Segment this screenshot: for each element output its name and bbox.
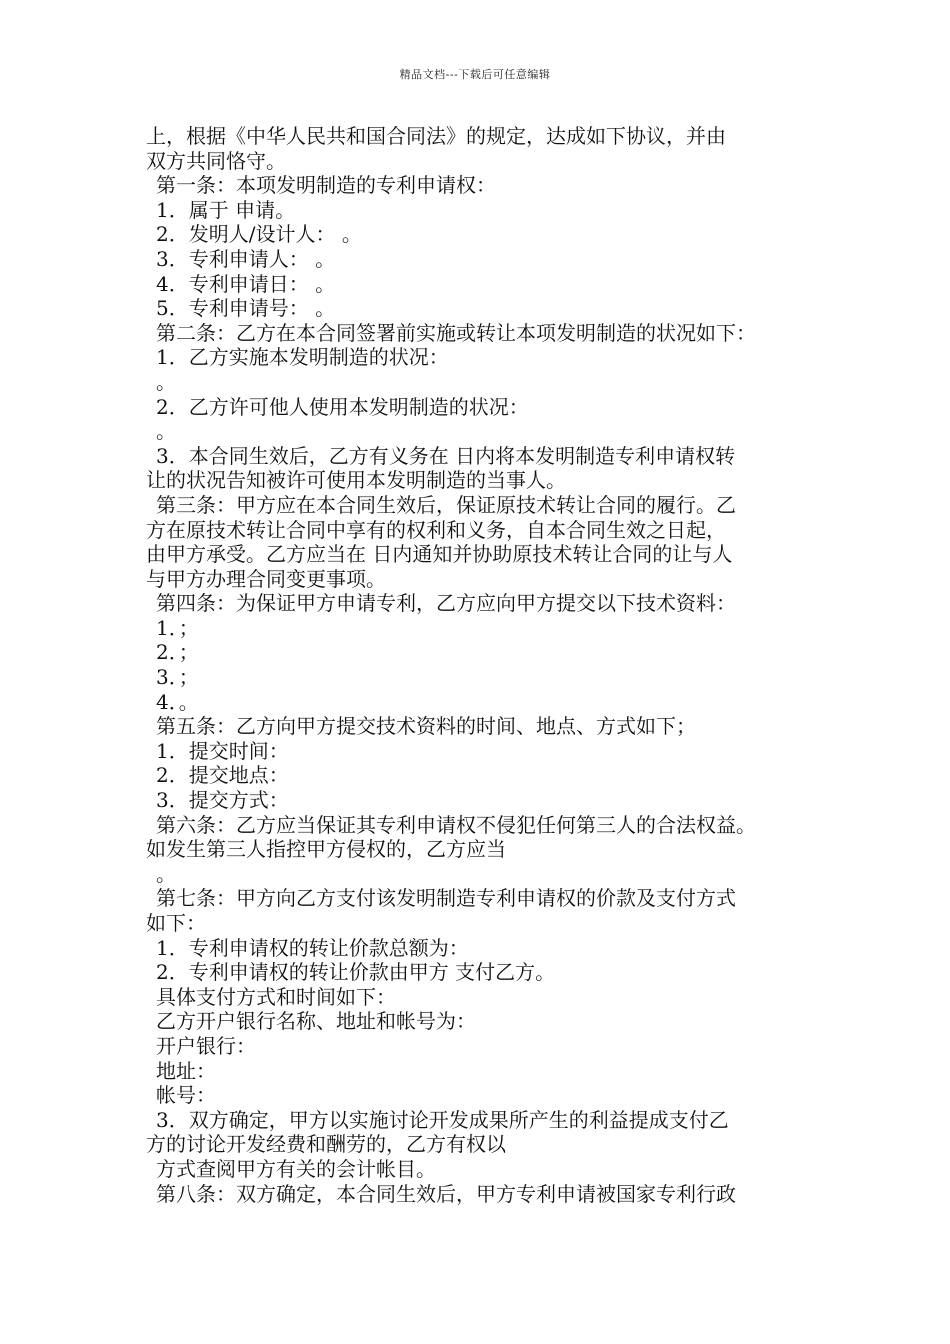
document-line: 与甲方办理合同变更事项。 — [146, 566, 386, 591]
document-line: 第一条：本项发明制造的专利申请权： — [156, 173, 496, 198]
document-line: 。 — [156, 369, 176, 394]
document-line: 如下： — [146, 911, 206, 935]
document-line: 。 — [156, 419, 176, 444]
document-line: 3．专利申请人： 。 — [156, 246, 336, 271]
document-line: 4．。 — [156, 689, 199, 714]
page-header: 精品文档---下载后可任意编辑 — [399, 68, 551, 81]
document-line: 地址： — [156, 1058, 216, 1083]
document-line: 3．双方确定，甲方以实施讨论开发成果所产生的利益提成支付乙 — [156, 1107, 729, 1132]
document-line: 1．专利申请权的转让价款总额为： — [156, 935, 469, 960]
document-line: 2．； — [156, 640, 199, 665]
document-line: 由甲方承受。乙方应当在 日内通知并协助原技术转让合同的让与人 — [146, 542, 733, 567]
document-line: 1．属于 申请。 — [156, 197, 296, 222]
document-line: 方在原技术转让合同中享有的权利和义务，自本合同生效之日起， — [146, 517, 726, 542]
document-line: 2．专利申请权的转让价款由甲方 支付乙方。 — [156, 960, 556, 985]
document-line: 1．； — [156, 615, 199, 640]
document-line: 4．专利申请日： 。 — [156, 271, 336, 296]
document-line: 2．提交地点： — [156, 763, 289, 788]
document-line: 2．发明人/设计人： 。 — [156, 222, 362, 247]
document-body — [146, 124, 836, 1206]
document-line: 第八条：双方确定，本合同生效后，甲方专利申请被国家专利行政 — [156, 1181, 736, 1206]
document-line: 5．专利申请号： 。 — [156, 296, 336, 321]
document-line: 如发生第三人指控甲方侵权的，乙方应当 — [146, 837, 506, 862]
document-line: 上，根据《中华人民共和国合同法》的规定，达成如下协议，并由 — [146, 124, 726, 148]
document-line: 乙方开户银行名称、地址和帐号为： — [156, 1009, 476, 1034]
document-line: 第四条：为保证甲方申请专利，乙方应向甲方提交以下技术资料： — [156, 591, 736, 616]
document-line: 第七条：甲方向乙方支付该发明制造专利申请权的价款及支付方式 — [156, 886, 736, 911]
document-line: 1．提交时间： — [156, 738, 289, 763]
document-line: 3．本合同生效后，乙方有义务在 日内将本发明制造专利申请权转 — [156, 443, 736, 468]
document-line: 3．； — [156, 665, 199, 690]
document-line: 开户银行： — [156, 1033, 256, 1058]
document-line: 。 — [156, 861, 176, 886]
document-line: 第六条：乙方应当保证其专利申请权不侵犯任何第三人的合法权益。 — [156, 812, 756, 837]
document-line: 2．乙方许可他人使用本发明制造的状况： — [156, 394, 529, 419]
document-line: 第五条：乙方向甲方提交技术资料的时间、地点、方式如下； — [156, 714, 696, 739]
document-line: 第二条：乙方在本合同签署前实施或转让本项发明制造的状况如下： — [156, 320, 756, 345]
document-line: 第三条：甲方应在本合同生效后，保证原技术转让合同的履行。乙 — [156, 492, 736, 517]
document-line: 3．提交方式： — [156, 788, 289, 813]
document-line: 帐号： — [156, 1083, 216, 1108]
document-line: 方式查阅甲方有关的会计帐目。 — [156, 1156, 436, 1181]
document-line: 让的状况告知被许可使用本发明制造的当事人。 — [146, 468, 566, 493]
document-line: 具体支付方式和时间如下： — [156, 984, 396, 1009]
document-line: 双方共同恪守。 — [146, 148, 286, 173]
document-line: 1．乙方实施本发明制造的状况： — [156, 345, 449, 370]
document-line: 方的讨论开发经费和酬劳的，乙方有权以 — [146, 1132, 506, 1157]
